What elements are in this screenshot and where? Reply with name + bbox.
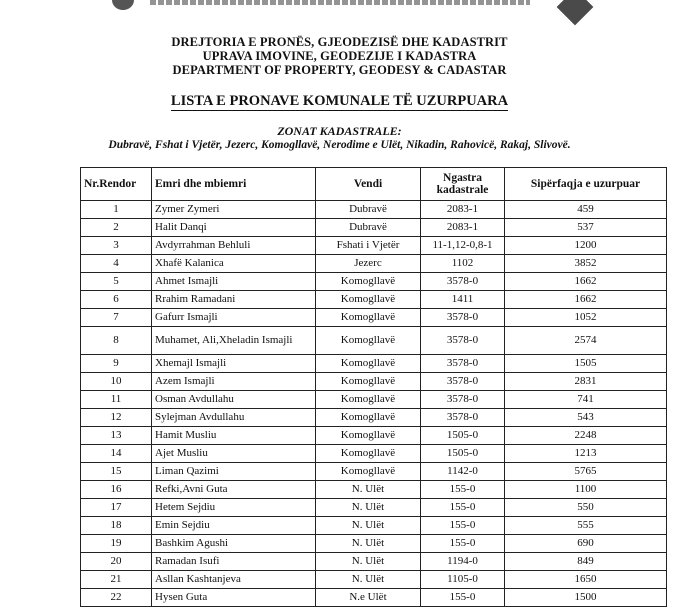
cell-ngastra: 1505-0	[421, 445, 505, 463]
letterhead-strip	[0, 0, 679, 20]
property-table	[80, 167, 667, 607]
cell-nr: 21	[81, 571, 152, 589]
cell-nr: 17	[81, 499, 152, 517]
cell-ngastra: 1105-0	[421, 571, 505, 589]
cell-emri: Gafurr Ismajli	[152, 309, 316, 327]
cell-nr: 7	[81, 309, 152, 327]
cell-vendi: Komogllavë	[316, 391, 421, 409]
cell-ngastra: 155-0	[421, 535, 505, 553]
cell-siperfaqja: 849	[505, 553, 667, 571]
cell-ngastra: 1102	[421, 255, 505, 273]
cell-nr: 18	[81, 517, 152, 535]
cell-vendi: Komogllavë	[316, 445, 421, 463]
cell-siperfaqja: 2574	[505, 327, 667, 355]
cell-vendi: Dubravë	[316, 219, 421, 237]
cell-siperfaqja: 1100	[505, 481, 667, 499]
cell-siperfaqja: 2831	[505, 373, 667, 391]
table-row	[81, 589, 667, 607]
cell-emri: Xhafë Kalanica	[152, 255, 316, 273]
cell-siperfaqja: 1650	[505, 571, 667, 589]
table-row	[81, 463, 667, 481]
cell-emri: Emin Sejdiu	[152, 517, 316, 535]
cell-siperfaqja: 1662	[505, 291, 667, 309]
cell-ngastra: 3578-0	[421, 309, 505, 327]
table-row	[81, 219, 667, 237]
cell-nr: 2	[81, 219, 152, 237]
cell-siperfaqja: 543	[505, 409, 667, 427]
cell-siperfaqja: 1052	[505, 309, 667, 327]
cell-vendi: Komogllavë	[316, 463, 421, 481]
cell-nr: 8	[81, 327, 152, 355]
table-row	[81, 517, 667, 535]
document-title-text: LISTA E PRONAVE KOMUNALE TË UZURPUARA	[170, 93, 509, 109]
cell-nr: 14	[81, 445, 152, 463]
cell-emri: Asllan Kashtanjeva	[152, 571, 316, 589]
cell-nr: 22	[81, 589, 152, 607]
cell-vendi: Komogllavë	[316, 409, 421, 427]
table-row	[81, 427, 667, 445]
cell-ngastra: 3578-0	[421, 391, 505, 409]
cell-nr: 4	[81, 255, 152, 273]
cell-vendi: N. Ulët	[316, 481, 421, 499]
table-row	[81, 291, 667, 309]
table-header-row	[81, 168, 667, 201]
cell-vendi: N.e Ulët	[316, 589, 421, 607]
table-row	[81, 481, 667, 499]
table-row	[81, 409, 667, 427]
cell-emri: Hysen Guta	[152, 589, 316, 607]
cell-nr: 9	[81, 355, 152, 373]
table-row	[81, 445, 667, 463]
cell-siperfaqja: 3852	[505, 255, 667, 273]
cell-nr: 3	[81, 237, 152, 255]
cell-ngastra: 155-0	[421, 589, 505, 607]
table-row	[81, 499, 667, 517]
cell-vendi: N. Ulët	[316, 553, 421, 571]
document-title	[0, 93, 679, 109]
cell-emri: Liman Qazimi	[152, 463, 316, 481]
table-row	[81, 327, 667, 355]
cell-vendi: N. Ulët	[316, 535, 421, 553]
cell-ngastra: 3578-0	[421, 409, 505, 427]
department-name-albanian: DREJTORIA E PRONËS, GJEODEZISË DHE KADASTRIT	[171, 35, 508, 49]
cell-nr: 15	[81, 463, 152, 481]
cell-emri: Avdyrrahman Behluli	[152, 237, 316, 255]
cell-vendi: Komogllavë	[316, 427, 421, 445]
cell-ngastra: 2083-1	[421, 219, 505, 237]
cell-siperfaqja: 459	[505, 201, 667, 219]
cell-emri: Rrahim Ramadani	[152, 291, 316, 309]
cell-nr: 11	[81, 391, 152, 409]
table-row	[81, 237, 667, 255]
column-header-ngastra: Ngastra kadastrale	[421, 168, 505, 201]
table-row	[81, 373, 667, 391]
cell-vendi: Fshati i Vjetër	[316, 237, 421, 255]
cell-vendi: Komogllavë	[316, 291, 421, 309]
cell-emri: Halit Danqi	[152, 219, 316, 237]
cell-nr: 20	[81, 553, 152, 571]
table-row	[81, 391, 667, 409]
cell-vendi: Komogllavë	[316, 273, 421, 291]
cell-siperfaqja: 1505	[505, 355, 667, 373]
cell-siperfaqja: 1500	[505, 589, 667, 607]
column-header-vendi: Vendi	[316, 168, 421, 201]
cell-vendi: N. Ulët	[316, 517, 421, 535]
cell-emri: Muhamet, Ali,Xheladin Ismajli	[152, 327, 316, 355]
cell-siperfaqja: 1662	[505, 273, 667, 291]
cell-ngastra: 1194-0	[421, 553, 505, 571]
cell-vendi: N. Ulët	[316, 571, 421, 589]
cell-siperfaqja: 555	[505, 517, 667, 535]
cell-emri: Hamit Musliu	[152, 427, 316, 445]
cell-siperfaqja: 741	[505, 391, 667, 409]
table-body	[81, 201, 667, 607]
cell-siperfaqja: 690	[505, 535, 667, 553]
table-row	[81, 273, 667, 291]
table-row	[81, 535, 667, 553]
table-row	[81, 553, 667, 571]
letterhead-cut-line	[150, 0, 530, 5]
cell-siperfaqja: 537	[505, 219, 667, 237]
cell-vendi: Dubravë	[316, 201, 421, 219]
cell-emri: Zymer Zymeri	[152, 201, 316, 219]
cell-emri: Xhemajl Ismajli	[152, 355, 316, 373]
cell-vendi: N. Ulët	[316, 499, 421, 517]
cell-vendi: Komogllavë	[316, 327, 421, 355]
cell-emri: Bashkim Agushi	[152, 535, 316, 553]
cell-emri: Hetem Sejdiu	[152, 499, 316, 517]
cell-vendi: Jezerc	[316, 255, 421, 273]
cell-ngastra: 2083-1	[421, 201, 505, 219]
emblem-left-icon	[112, 0, 134, 10]
cell-nr: 1	[81, 201, 152, 219]
cell-emri: Refki,Avni Guta	[152, 481, 316, 499]
cell-vendi: Komogllavë	[316, 373, 421, 391]
cell-ngastra: 1142-0	[421, 463, 505, 481]
cell-nr: 6	[81, 291, 152, 309]
cell-siperfaqja: 1200	[505, 237, 667, 255]
cell-emri: Osman Avdullahu	[152, 391, 316, 409]
cell-vendi: Komogllavë	[316, 355, 421, 373]
cell-emri: Azem Ismajli	[152, 373, 316, 391]
cell-vendi: Komogllavë	[316, 309, 421, 327]
cell-nr: 13	[81, 427, 152, 445]
cell-ngastra: 1411	[421, 291, 505, 309]
emblem-right-icon	[557, 0, 594, 25]
cell-ngastra: 11-1,12-0,8-1	[421, 237, 505, 255]
cell-ngastra: 3578-0	[421, 355, 505, 373]
cell-ngastra: 3578-0	[421, 273, 505, 291]
table-row	[81, 571, 667, 589]
table-row	[81, 255, 667, 273]
table-row	[81, 309, 667, 327]
cell-emri: Ajet Musliu	[152, 445, 316, 463]
department-name-english: DEPARTMENT OF PROPERTY, GEODESY & CADASTAR	[172, 63, 507, 77]
cell-siperfaqja: 5765	[505, 463, 667, 481]
zones-label: ZONAT KADASTRALE:	[277, 124, 402, 138]
cell-ngastra: 155-0	[421, 517, 505, 535]
cell-emri: Ahmet Ismajli	[152, 273, 316, 291]
cell-nr: 19	[81, 535, 152, 553]
cell-nr: 10	[81, 373, 152, 391]
cell-ngastra: 3578-0	[421, 327, 505, 355]
zones-list: Dubravë, Fshat i Vjetër, Jezerc, Komogllavë, Nerodime e Ulët, Nikadin, Rahovicë, Rakaj, Slivovë.	[108, 139, 571, 151]
cell-emri: Ramadan Isufi	[152, 553, 316, 571]
cell-ngastra: 155-0	[421, 481, 505, 499]
cell-siperfaqja: 2248	[505, 427, 667, 445]
column-header-siperfaqja: Sipërfaqja e uzurpuar	[505, 168, 667, 201]
column-header-emri: Emri dhe mbiemri	[152, 168, 316, 201]
cell-siperfaqja: 1213	[505, 445, 667, 463]
cell-ngastra: 3578-0	[421, 373, 505, 391]
cell-ngastra: 155-0	[421, 499, 505, 517]
cell-siperfaqja: 550	[505, 499, 667, 517]
department-name-serbian: UPRAVA IMOVINE, GEODEZIJE I KADASTRA	[202, 49, 477, 63]
cell-nr: 5	[81, 273, 152, 291]
cell-nr: 12	[81, 409, 152, 427]
table-row	[81, 355, 667, 373]
table-row	[81, 201, 667, 219]
cell-ngastra: 1505-0	[421, 427, 505, 445]
cell-emri: Sylejman Avdullahu	[152, 409, 316, 427]
cell-nr: 16	[81, 481, 152, 499]
column-header-nr: Nr.Rendor	[81, 168, 152, 201]
